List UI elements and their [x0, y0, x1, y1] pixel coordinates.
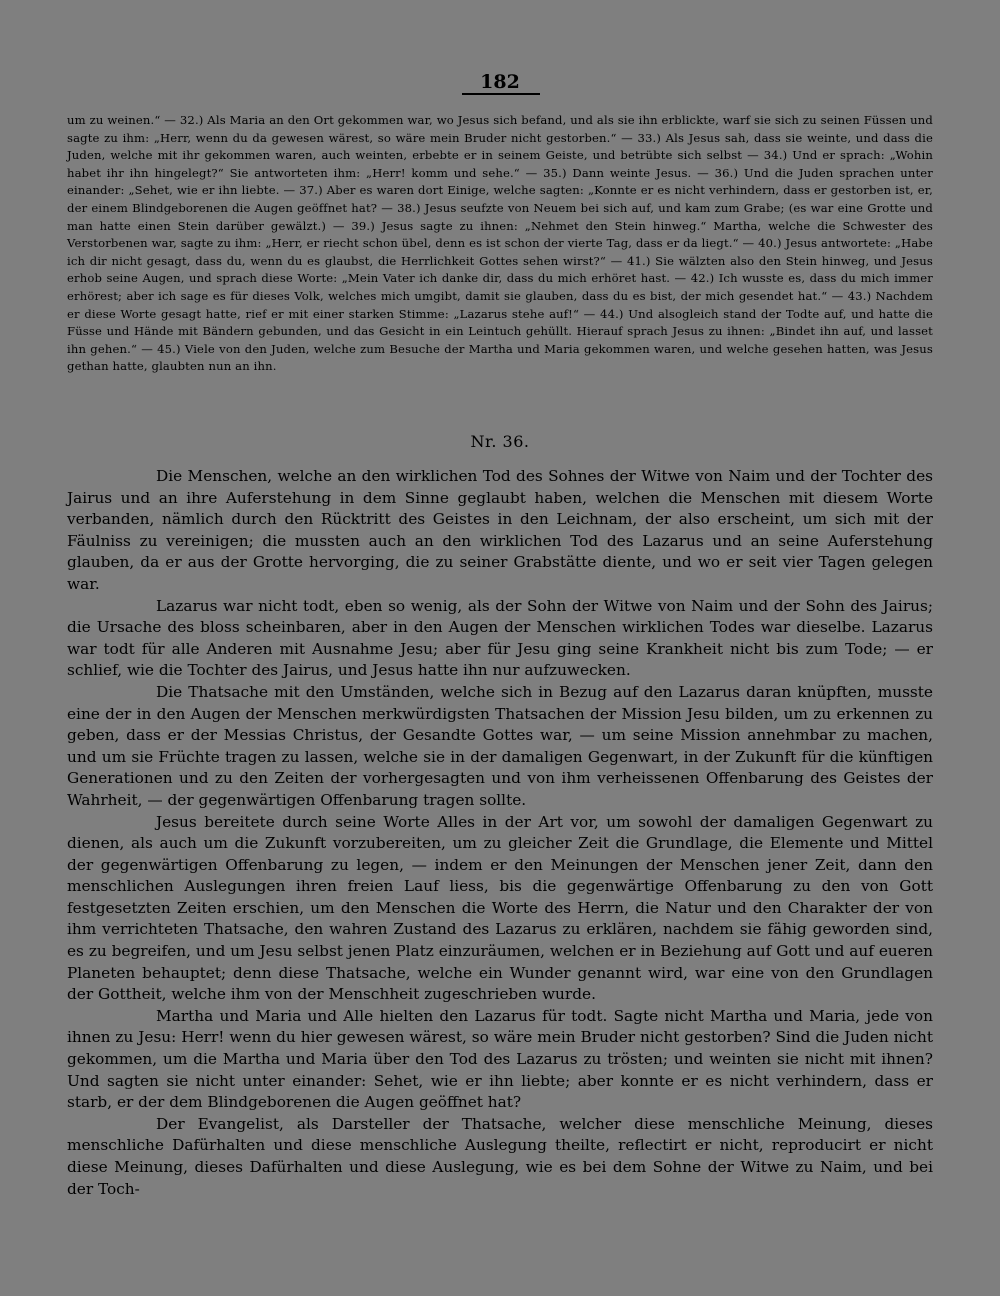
- paragraph-1: Die Menschen, welche an den wirklichen Tod des Sohnes der Witwe von Naim und der Tochter des Jairus und an ihre Auferstehung in dem Sinne geglaubt haben, welchen die Menschen mit diesem Worte verbanden, nämlich durch den Rücktritt des Geistes in den Leichnam, der also erscheint, um sich mit der Fäulniss zu vereinigen; die mussten auch an den wirklichen Tod des Lazarus und an seine Auferstehung glauben, da er aus der Grotte hervorging, die zu seiner Grabstätte diente, und wo er seit vier Tagen gelegen war.: [67, 467, 933, 593]
- paragraph-3: Die Thatsache mit den Umständen, welche sich in Bezug auf den Lazarus daran knüpften, musste eine der in den Augen der Menschen merkwürdigsten Thatsachen der Mission Jesu bilden, um zu erkennen zu geben, dass er der Messias Christus, der Gesandte Gottes war, — um seine Mission annehmbar zu machen, und um sie Früchte tragen zu lassen, welche sie in der damaligen Gegenwart, in der Zukunft für die künftigen Generationen und zu den Zeiten der vorhergesagten und von ihm verheissenen Offenbarung des Geistes der Wahrheit, — der gegenwärtigen Offenbarung tragen sollte.: [67, 682, 933, 809]
- section-heading: Nr. 36.: [470, 432, 530, 451]
- paragraph-6: Der Evangelist, als Darsteller der Thatsache, welcher diese menschliche Meinung, dieses menschliche Dafürhalten und diese menschliche Auslegung theilte, reflectirt er nicht, reproducirt er nicht diese Meinung, dieses Dafürhalten und diese Auslegung, wie es bei dem Sohne der Witwe zu Naim, und bei der Toch-: [67, 1114, 933, 1198]
- page-number-rule: [462, 93, 540, 95]
- footnote-text: um zu weinen.“ — 32.) Als Maria an den Ort gekommen war, wo Jesus sich befand, und als sie ihn erblickte, warf sie sich zu seinen Füssen und sagte zu ihm: „Herr, wenn du da gewesen wärest, so wäre mein Bruder nicht gestorben.“ — 33.) Als Jesus sah, dass sie weinte, und dass die Juden, welche mit ihr gekommen waren, auch weinten, erbebte er in seinem Geiste, und betrübte sich selbst — 34.) Und er sprach: „Wohin habet ihr ihn hingelegt?“ Sie antworteten ihm: „Herr! komm und sehe.“ — 35.) Dann weinte Jesus. — 36.) Und die Juden sprachen unter einander: „Sehet, wie er ihn liebte. — 37.) Aber es waren dort Einige, welche sagten: „Konnte er es nicht verhindern, dass er gestorben ist, er, der einem Blindgeborenen die Augen geöffnet hat? — 38.) Jesus seufzte von Neuem bei sich auf, und kam zum Grabe; (es war eine Grotte und man hatte einen Stein darüber gewälzt.) — 39.) Jesus sagte zu ihnen: „Nehmet den Stein hinweg.“ Martha, welche die Schwester des Verstorbenen war, sagte zu ihm: „Herr, er riecht schon übel, denn es ist schon der vierte Tag, dass er da liegt.“ — 40.) Jesus antwortete: „Habe ich dir nicht gesagt, dass du, wenn du es glaubst, die Herrlichkeit Gottes sehen wirst?“ — 41.) Sie wälzten also den Stein hinweg, und Jesus erhob seine Augen, und sprach diese Worte: „Mein Vater ich danke dir, dass du mich erhöret hast. — 42.) Ich wusste es, dass du mich immer erhörest; aber ich sage es für dieses Volk, welches mich umgibt, damit sie glauben, dass du es bist, der mich gesendet hat.“ — 43.) Nachdem er diese Worte gesagt hatte, rief er mit einer starken Stimme: „Lazarus stehe auf!“ — 44.) Und alsogleich stand der Todte auf, und hatte die Füsse und Hände mit Bändern gebunden, und das Gesicht in ein Leintuch gehüllt. Hierauf sprach Jesus zu ihnen: „Bindet ihn auf, und lasset ihn gehen.“ — 45.) Viele von den Juden, welche zum Besuche der Martha und Maria gekommen waren, und welche gesehen hatten, was Jesus gethan hatte, glaubten nun an ihn.: [67, 113, 933, 374]
- page-number: 182: [480, 71, 520, 93]
- paragraph-5: Martha und Maria und Alle hielten den Lazarus für todt. Sagte nicht Martha und Maria, jede von ihnen zu Jesu: Herr! wenn du hier gewesen wärest, so wäre mein Bruder nicht gestorben? Sind die Juden nicht gekommen, um die Martha und Maria über den Tod des Lazarus zu trösten; und weinten sie nicht mit ihnen? Und sagten sie nicht unter einander: Sehet, wie er ihn liebte; aber konnte er es nicht verhindern, dass er starb, er der dem Blindgeborenen die Augen geöffnet hat?: [67, 1006, 933, 1112]
- main-text: [67, 466, 933, 1200]
- paragraph-2: Lazarus war nicht todt, eben so wenig, als der Sohn der Witwe von Naim und der Sohn des Jairus; die Ursache des bloss scheinbaren, aber in den Augen der Menschen wirklichen Todes war dieselbe. Lazarus war todt für alle Anderen mit Ausnahme Jesu; aber für Jesu ging seine Krankheit nicht bis zum Tode; — er schlief, wie die Tochter des Jairus, und Jesus hatte ihn nur aufzuwecken.: [67, 596, 933, 680]
- paragraph-4: Jesus bereitete durch seine Worte Alles in der Art vor, um sowohl der damaligen Gegenwart zu dienen, als auch um die Zukunft vorzubereiten, um zu gleicher Zeit die Grundlage, die Elemente und Mittel der gegenwärtigen Offenbarung zu legen, — indem er den Meinungen der Menschen jener Zeit, dann den menschlichen Auslegungen ihren freien Lauf liess, bis die gegenwärtige Offenbarung zu den von Gott festgesetzten Zeiten erschien, um den Menschen die Worte des Herrn, die Natur und den Charakter der von ihm verrichteten Thatsache, den wahren Zustand des Lazarus zu erklären, nachdem sie fähig geworden sind, es zu begreifen, und um Jesu selbst jenen Platz einzuräumen, welchen er in Beziehung auf Gott und auf eueren Planeten behauptet; denn diese Thatsache, welche ein Wunder genannt wird, war eine von den Grundlagen der Gottheit, welche ihm von der Menschheit zugeschrieben wurde.: [67, 812, 933, 1004]
